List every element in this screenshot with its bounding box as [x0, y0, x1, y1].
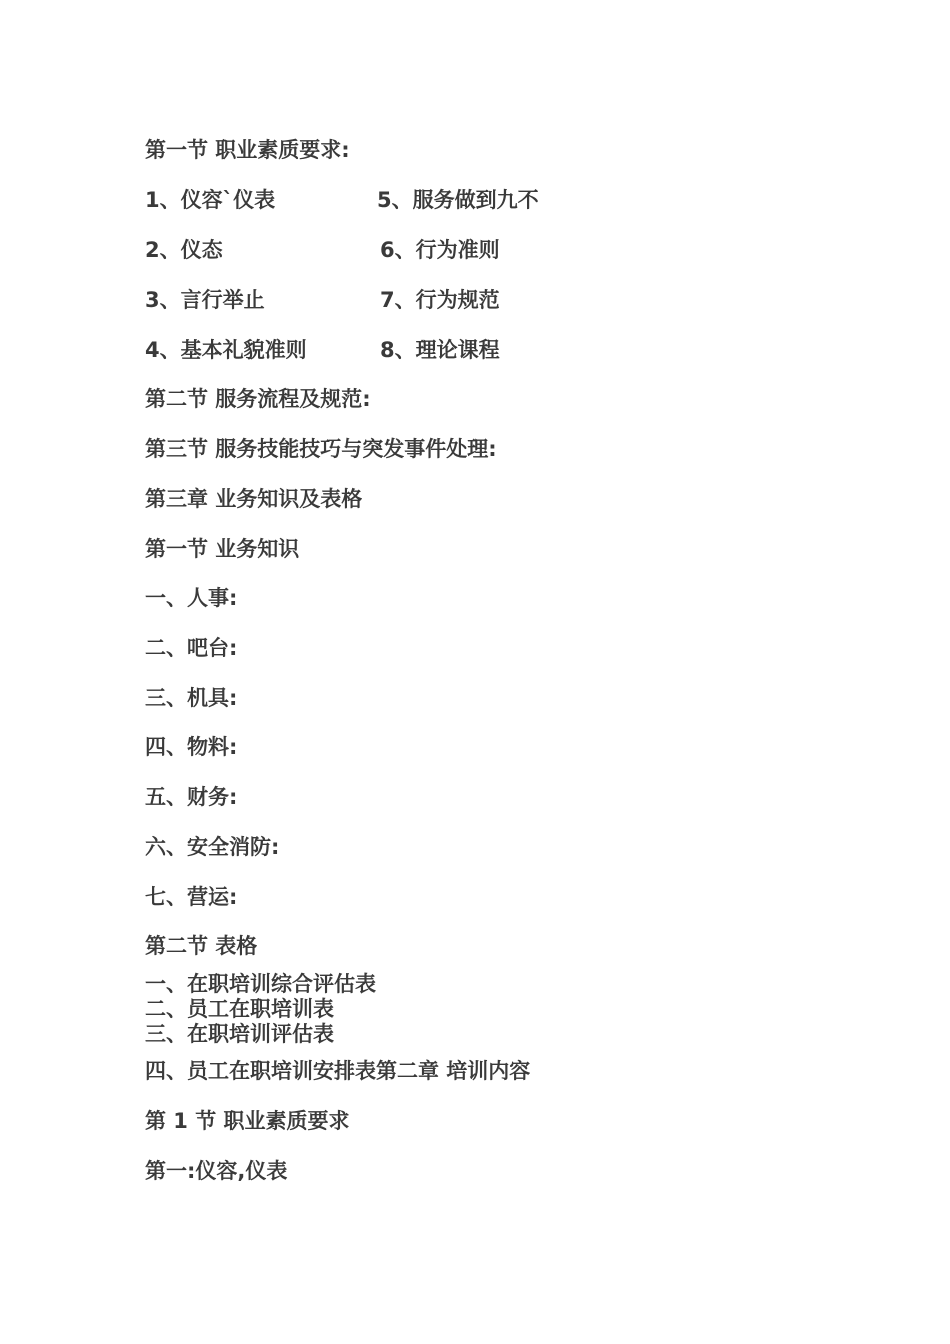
knowledge-item: 二、吧台: [145, 636, 238, 660]
list-item-7: 7、行为规范 [380, 288, 500, 312]
list-item-4: 4、基本礼貌准则 [145, 338, 307, 362]
list-item-5: 5、服务做到九不 [377, 188, 539, 212]
chapter3-section-heading-1: 第一节 业务知识 [145, 537, 300, 561]
knowledge-item: 四、物料: [145, 735, 238, 759]
list-item-1: 1、仪容`仪表 [145, 188, 276, 212]
knowledge-item: 七、营运: [145, 885, 238, 909]
knowledge-item: 一、人事: [145, 586, 238, 610]
section-heading-1: 第一节 职业素质要求: [145, 138, 350, 162]
knowledge-item: 五、财务: [145, 785, 238, 809]
knowledge-item: 三、机具: [145, 686, 238, 710]
section-heading-2: 第二节 服务流程及规范: [145, 387, 371, 411]
form-item: 二、员工在职培训表 [145, 997, 334, 1021]
first-item: 第一:仪容,仪表 [145, 1159, 288, 1183]
list-item-2: 2、仪态 [145, 238, 223, 262]
form-item: 一、在职培训综合评估表 [145, 972, 376, 996]
form-item: 四、员工在职培训安排表第二章 培训内容 [145, 1059, 531, 1083]
knowledge-item: 六、安全消防: [145, 835, 280, 859]
form-item: 三、在职培训评估表 [145, 1022, 334, 1046]
list-item-6: 6、行为准则 [380, 238, 500, 262]
chapter3-section-heading-2: 第二节 表格 [145, 934, 258, 958]
section-heading-3: 第三节 服务技能技巧与突发事件处理: [145, 437, 497, 461]
chapter-heading-3: 第三章 业务知识及表格 [145, 487, 363, 511]
list-item-3: 3、言行举止 [145, 288, 265, 312]
section-1-heading: 第 1 节 职业素质要求 [145, 1109, 350, 1133]
list-item-8: 8、理论课程 [380, 338, 500, 362]
